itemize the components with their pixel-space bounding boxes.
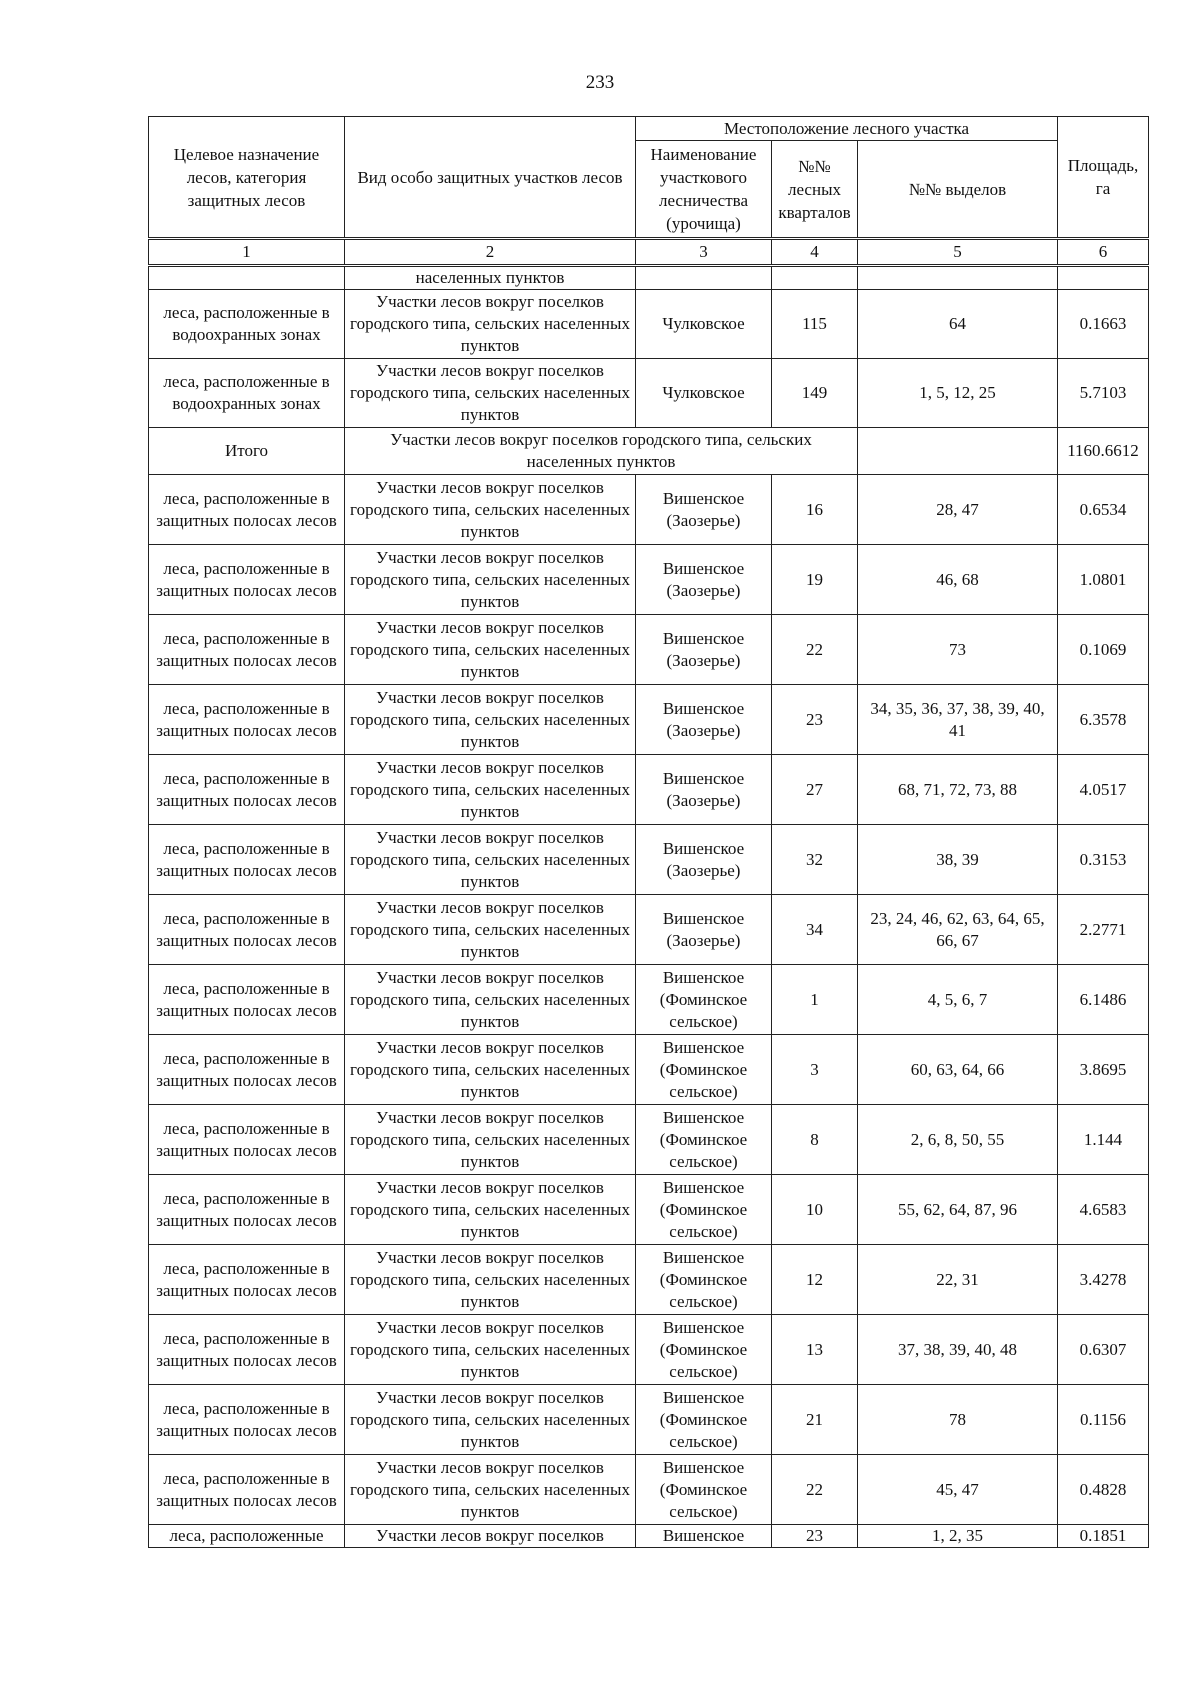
cell-forestry: Вишенское (Фоминское сельское) [636,965,772,1035]
cell-quarter: 3 [772,1035,858,1105]
total-plot-type: Участки лесов вокруг поселков городского типа, сельских населенных пунктов [345,428,858,475]
cell-forestry: Вишенское (Фоминское сельское) [636,1035,772,1105]
cell-area: 6.3578 [1058,685,1149,755]
cell-area: 0.1851 [1058,1525,1149,1548]
cell-category: леса, расположенные в водоохранных зонах [149,290,345,359]
cell-quarter: 22 [772,615,858,685]
cell-plots: 55, 62, 64, 87, 96 [858,1175,1058,1245]
cell-quarter: 19 [772,545,858,615]
cell-plot-type: Участки лесов вокруг поселков городского типа, сельских населенных пунктов [345,359,636,428]
cell-plots: 68, 71, 72, 73, 88 [858,755,1058,825]
cell-quarter: 21 [772,1385,858,1455]
cell-quarter: 27 [772,755,858,825]
cell-plot-type: Участки лесов вокруг поселков городского типа, сельских населенных пунктов [345,1245,636,1315]
cell-plot-type: населенных пунктов [345,266,636,290]
cell-plot-type: Участки лесов вокруг поселков городского типа, сельских населенных пунктов [345,685,636,755]
cell-category: леса, расположенные в защитных полосах лесов [149,1455,345,1525]
cell-forestry: Вишенское (Заозерье) [636,545,772,615]
cell-forestry: Вишенское (Фоминское сельское) [636,1175,772,1245]
cell-plots: 28, 47 [858,475,1058,545]
cell-forestry: Вишенское (Фоминское сельское) [636,1245,772,1315]
cell-plot-type: Участки лесов вокруг поселков городского типа, сельских населенных пунктов [345,615,636,685]
cell-plots: 2, 6, 8, 50, 55 [858,1105,1058,1175]
cell-plots: 1, 5, 12, 25 [858,359,1058,428]
cell-area: 1.0801 [1058,545,1149,615]
table-row [149,615,1149,685]
cell-category: леса, расположенные в защитных полосах лесов [149,685,345,755]
cell-area: 6.1486 [1058,965,1149,1035]
cell-forestry: Вишенское (Фоминское сельское) [636,1455,772,1525]
page-number: 233 [585,72,615,93]
column-number: 1 [149,239,345,266]
cell-category: леса, расположенные в защитных полосах лесов [149,1175,345,1245]
cell-quarter: 149 [772,359,858,428]
table-row [149,825,1149,895]
cell-quarter: 10 [772,1175,858,1245]
cell-quarter: 32 [772,825,858,895]
cell-quarter: 8 [772,1105,858,1175]
cell-area: 0.4828 [1058,1455,1149,1525]
cell-category: леса, расположенные в защитных полосах лесов [149,475,345,545]
cell-area: 4.0517 [1058,755,1149,825]
column-number: 4 [772,239,858,266]
cell-plot-type: Участки лесов вокруг поселков городского типа, сельских населенных пунктов [345,825,636,895]
cell-plots: 4, 5, 6, 7 [858,965,1058,1035]
cell-plots: 78 [858,1385,1058,1455]
cell-quarter: 23 [772,1525,858,1548]
cell-category: леса, расположенные в защитных полосах лесов [149,1035,345,1105]
cell-forestry: Чулковское [636,290,772,359]
column-number: 2 [345,239,636,266]
cell-category: леса, расположенные в защитных полосах лесов [149,755,345,825]
cell-category [149,266,345,290]
cell-quarter: 22 [772,1455,858,1525]
cell-area: 3.4278 [1058,1245,1149,1315]
table-row [149,1105,1149,1175]
cell-category: леса, расположенные в защитных полосах лесов [149,615,345,685]
cell-forestry [636,266,772,290]
cell-plot-type: Участки лесов вокруг поселков городского типа, сельских населенных пунктов [345,755,636,825]
cell-area: 0.3153 [1058,825,1149,895]
cell-quarter: 1 [772,965,858,1035]
cell-plot-type: Участки лесов вокруг поселков городского типа, сельских населенных пунктов [345,1455,636,1525]
cell-category: леса, расположенные в защитных полосах лесов [149,965,345,1035]
table-row [149,545,1149,615]
table-row [149,1035,1149,1105]
cell-area: 1.144 [1058,1105,1149,1175]
cell-area: 2.2771 [1058,895,1149,965]
cell-quarter: 13 [772,1315,858,1385]
table-row [149,895,1149,965]
cell-plots: 60, 63, 64, 66 [858,1035,1058,1105]
total-row [149,428,1149,475]
cell-plot-type: Участки лесов вокруг поселков городского типа, сельских населенных пунктов [345,545,636,615]
cell-plots: 46, 68 [858,545,1058,615]
cell-plots: 22, 31 [858,1245,1058,1315]
table-row [149,1245,1149,1315]
table-header-row [149,117,1149,141]
column-number: 6 [1058,239,1149,266]
cell-forestry: Вишенское (Фоминское сельское) [636,1385,772,1455]
cell-area: 0.1156 [1058,1385,1149,1455]
cell-plots: 1, 2, 35 [858,1525,1058,1548]
total-area: 1160.6612 [1058,428,1149,475]
header-plots: №№ выделов [858,141,1058,239]
table-row [149,755,1149,825]
cell-quarter: 16 [772,475,858,545]
table-row [149,685,1149,755]
cell-plots: 64 [858,290,1058,359]
cell-forestry: Вишенское (Заозерье) [636,755,772,825]
forest-plots-table [148,116,1149,1548]
table-row [149,475,1149,545]
total-empty [858,428,1058,475]
cell-plot-type: Участки лесов вокруг поселков городского типа, сельских населенных пунктов [345,1105,636,1175]
table-row [149,965,1149,1035]
header-location-group: Местоположение лесного участка [636,117,1058,141]
cell-plot-type: Участки лесов вокруг поселков городского типа, сельских населенных пунктов [345,475,636,545]
table-row [149,359,1149,428]
total-label: Итого [149,428,345,475]
cell-forestry: Вишенское (Заозерье) [636,615,772,685]
cell-forestry: Вишенское (Фоминское сельское) [636,1105,772,1175]
header-area: Площадь, га [1058,117,1149,239]
table-row [149,1455,1149,1525]
cell-category: леса, расположенные в защитных полосах лесов [149,1105,345,1175]
cell-quarter [772,266,858,290]
cell-quarter: 115 [772,290,858,359]
cell-plots: 34, 35, 36, 37, 38, 39, 40, 41 [858,685,1058,755]
cell-forestry: Вишенское (Заозерье) [636,685,772,755]
cell-plot-type: Участки лесов вокруг поселков городского типа, сельских населенных пунктов [345,1385,636,1455]
cell-area [1058,266,1149,290]
cell-forestry: Вишенское (Заозерье) [636,475,772,545]
cell-forestry: Вишенское [636,1525,772,1548]
cell-plots: 38, 39 [858,825,1058,895]
cell-forestry: Вишенское (Заозерье) [636,895,772,965]
cell-area: 5.7103 [1058,359,1149,428]
table-row [149,290,1149,359]
cell-category: леса, расположенные в защитных полосах лесов [149,545,345,615]
cell-forestry: Вишенское (Заозерье) [636,825,772,895]
cell-plots: 73 [858,615,1058,685]
cell-forestry: Вишенское (Фоминское сельское) [636,1315,772,1385]
cell-category: леса, расположенные в защитных полосах лесов [149,1245,345,1315]
header-forestry-name: Наименование участкового лесничества (урочища) [636,141,772,239]
cell-area: 4.6583 [1058,1175,1149,1245]
cell-category: леса, расположенные в защитных полосах лесов [149,1315,345,1385]
table-body [149,266,1149,1548]
cell-plot-type: Участки лесов вокруг поселков городского типа, сельских населенных пунктов [345,1315,636,1385]
header-purpose: Целевое назначение лесов, категория защитных лесов [149,117,345,239]
cell-area: 0.1663 [1058,290,1149,359]
cell-plots [858,266,1058,290]
cell-area: 3.8695 [1058,1035,1149,1105]
cell-plots: 23, 24, 46, 62, 63, 64, 65, 66, 67 [858,895,1058,965]
cell-plot-type: Участки лесов вокруг поселков городского типа, сельских населенных пунктов [345,1175,636,1245]
cell-area: 0.6307 [1058,1315,1149,1385]
cell-quarter: 12 [772,1245,858,1315]
cell-area: 0.6534 [1058,475,1149,545]
table-row [149,1315,1149,1385]
column-number-row [149,239,1149,266]
cell-category: леса, расположенные в защитных полосах лесов [149,895,345,965]
cell-plots: 37, 38, 39, 40, 48 [858,1315,1058,1385]
table-row [149,1385,1149,1455]
cell-plots: 45, 47 [858,1455,1058,1525]
cell-plot-type: Участки лесов вокруг поселков городского типа, сельских населенных пунктов [345,965,636,1035]
header-quarters: №№ лесных кварталов [772,141,858,239]
cell-forestry: Чулковское [636,359,772,428]
cell-plot-type: Участки лесов вокруг поселков городского типа, сельских населенных пунктов [345,1035,636,1105]
cell-plot-type: Участки лесов вокруг поселков городского типа, сельских населенных пунктов [345,895,636,965]
header-plot-type: Вид особо защитных участков лесов [345,117,636,239]
cell-category: леса, расположенные [149,1525,345,1548]
cell-plot-type: Участки лесов вокруг поселков [345,1525,636,1548]
cell-quarter: 23 [772,685,858,755]
cell-category: леса, расположенные в защитных полосах лесов [149,1385,345,1455]
cell-category: леса, расположенные в защитных полосах лесов [149,825,345,895]
column-number: 3 [636,239,772,266]
table-row [149,1525,1149,1548]
table-row [149,1175,1149,1245]
cell-quarter: 34 [772,895,858,965]
continuation-row [149,266,1149,290]
cell-plot-type: Участки лесов вокруг поселков городского типа, сельских населенных пунктов [345,290,636,359]
column-number: 5 [858,239,1058,266]
cell-area: 0.1069 [1058,615,1149,685]
cell-category: леса, расположенные в водоохранных зонах [149,359,345,428]
